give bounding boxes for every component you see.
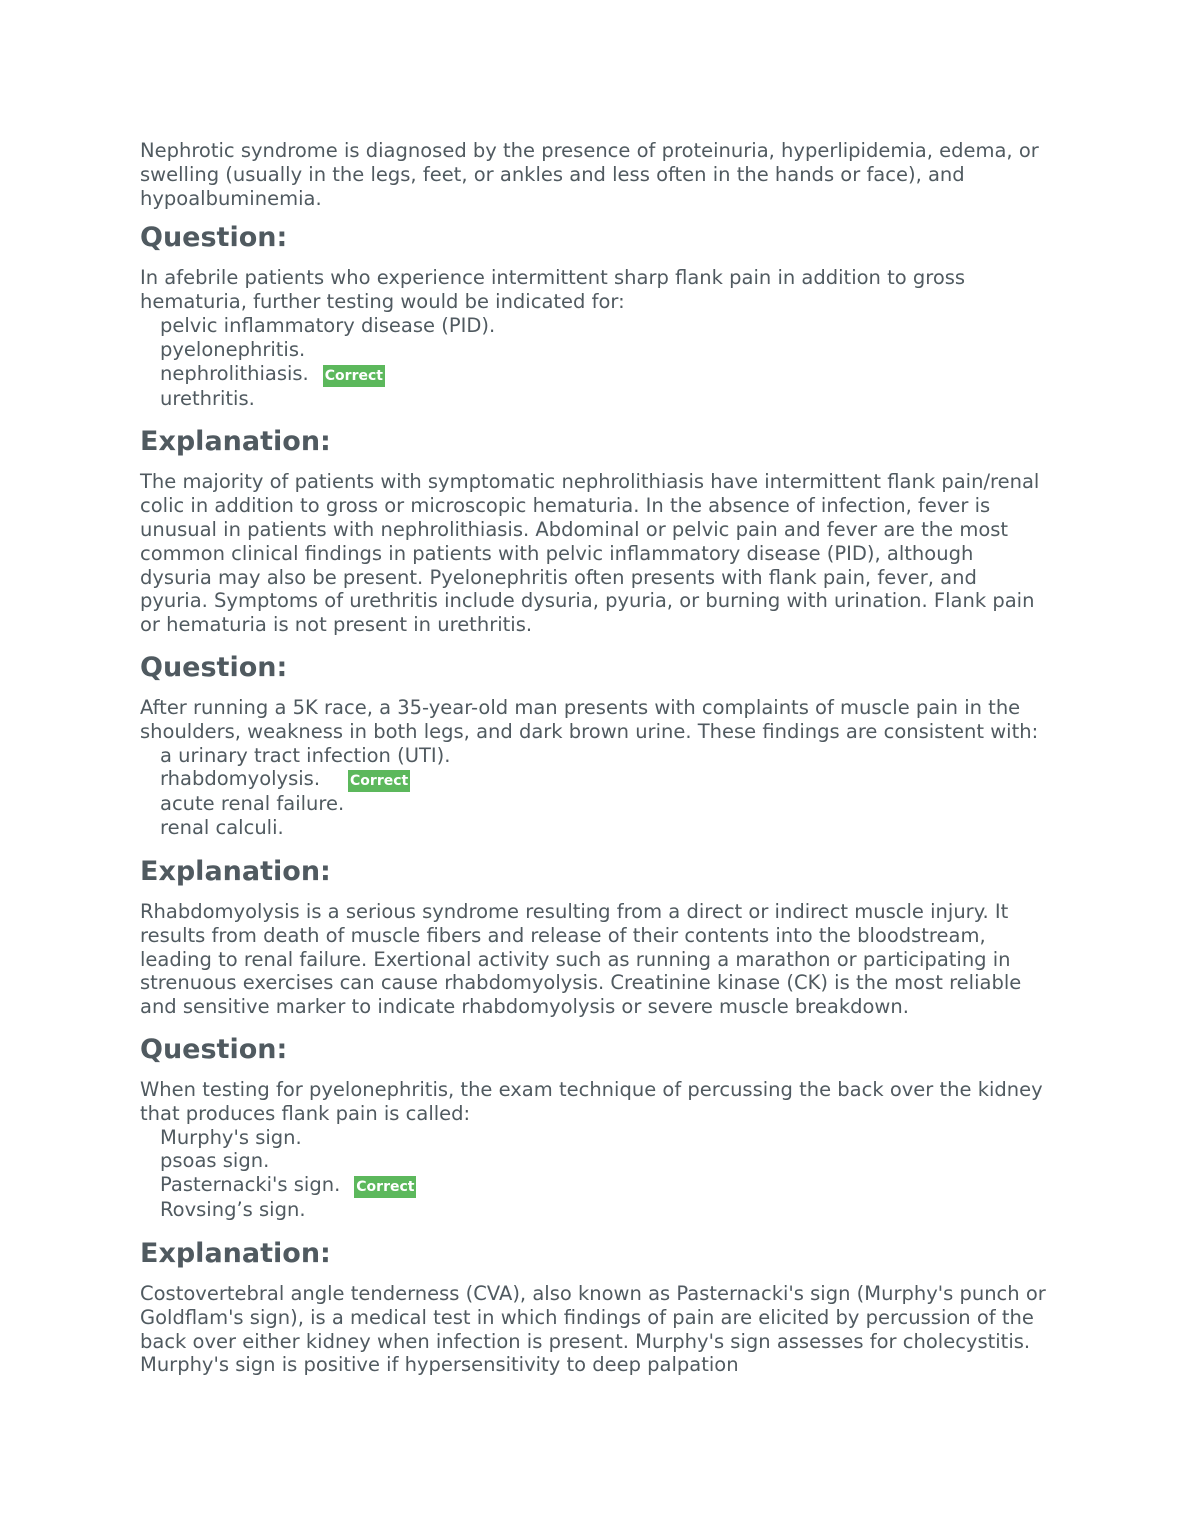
answer-options	[140, 744, 1050, 840]
explanation-heading: Explanation:	[140, 426, 331, 458]
answer-option-label: nephrolithiasis.	[160, 361, 309, 385]
question-stem: When testing for pyelonephritis, the exam technique of percussing the back over the kidney that produces flank pain is called:	[140, 1077, 1043, 1125]
answer-option-label: Pasternacki's sign.	[160, 1173, 341, 1197]
answer-option	[160, 362, 1050, 387]
explanation-heading: Explanation:	[140, 855, 331, 887]
question-heading: Question:	[140, 1033, 288, 1065]
answer-option	[160, 1173, 1050, 1198]
answer-option-label: rhabdomyolysis.	[160, 767, 321, 791]
answer-option	[160, 744, 1050, 768]
answer-option	[160, 767, 1050, 792]
explanation-text: Rhabdomyolysis is a serious syndrome resulting from a direct or indirect muscle injury. It results from death of muscle fibers and release of their contents into the bloodstream, leading to renal failure. Exertional activity such as running a marathon or participating in strenuous exercises can cause rhabdomyolysis. Creatinine kinase (CK) is the most reliable and sensitive marker to indicate rhabdomyolysis or severe muscle breakdown.	[140, 899, 1022, 1019]
answer-option-label: Rovsing’s sign.	[160, 1198, 306, 1222]
answer-option	[160, 1126, 1050, 1150]
correct-badge: Correct	[354, 1176, 416, 1198]
intro-paragraph: Nephrotic syndrome is diagnosed by the presence of proteinuria, hyperlipidemia, edema, or swelling (usually in the legs, feet, or ankles and less often in the hands or face), and hypoalbuminemia.	[140, 139, 1039, 210]
question-heading: Question:	[140, 651, 288, 683]
answer-option	[160, 338, 1050, 362]
document-page	[140, 139, 1050, 1390]
answer-option-label: a urinary tract infection (UTI).	[160, 743, 451, 767]
answer-option-label: acute renal failure.	[160, 792, 345, 816]
answer-option-label: renal calculi.	[160, 816, 284, 840]
answer-option	[160, 792, 1050, 816]
question-stem: After running a 5K race, a 35-year-old man presents with complaints of muscle pain in the shoulders, weakness in both legs, and dark brown urine. These findings are consistent with:	[140, 695, 1039, 743]
answer-option-label: psoas sign.	[160, 1149, 270, 1173]
answer-option	[160, 314, 1050, 338]
answer-option	[160, 816, 1050, 840]
correct-badge: Correct	[348, 770, 410, 792]
answer-option-label: pelvic inflammatory disease (PID).	[160, 313, 496, 337]
explanation-heading: Explanation:	[140, 1237, 331, 1269]
correct-badge: Correct	[323, 365, 385, 387]
explanation-text: The majority of patients with symptomatic nephrolithiasis have intermittent flank pain/renal colic in addition to gross or microscopic hematuria. In the absence of infection, fever is unusual in patients with nephrolithiasis. Abdominal or pelvic pain and fever are the most common clinical findings in patients with pelvic inflammatory disease (PID), although dysuria may also be present. Pyelonephritis often presents with flank pain, fever, and pyuria. Symptoms of urethritis include dysuria, pyuria, or burning with urination. Flank pain or hematuria is not present in urethritis.	[140, 470, 1040, 637]
answer-option-label: urethritis.	[160, 386, 255, 410]
answer-options	[140, 314, 1050, 410]
explanation-text: Costovertebral angle tenderness (CVA), also known as Pasternacki's sign (Murphy's punch or Goldflam's sign), is a medical test in which findings of pain are elicited by percussion of the back over either kidney when infection is present. Murphy's sign assesses for cholecystitis. Murphy's sign is positive if hypersensitivity to deep palpation	[140, 1281, 1046, 1377]
answer-option-label: Murphy's sign.	[160, 1125, 302, 1149]
answer-options	[140, 1126, 1050, 1222]
question-heading: Question:	[140, 222, 288, 254]
question-stem: In afebrile patients who experience intermittent sharp flank pain in addition to gross hematuria, further testing would be indicated for:	[140, 266, 966, 314]
answer-option-label: pyelonephritis.	[160, 337, 306, 361]
answer-option	[160, 1198, 1050, 1222]
answer-option	[160, 387, 1050, 411]
answer-option	[160, 1149, 1050, 1173]
